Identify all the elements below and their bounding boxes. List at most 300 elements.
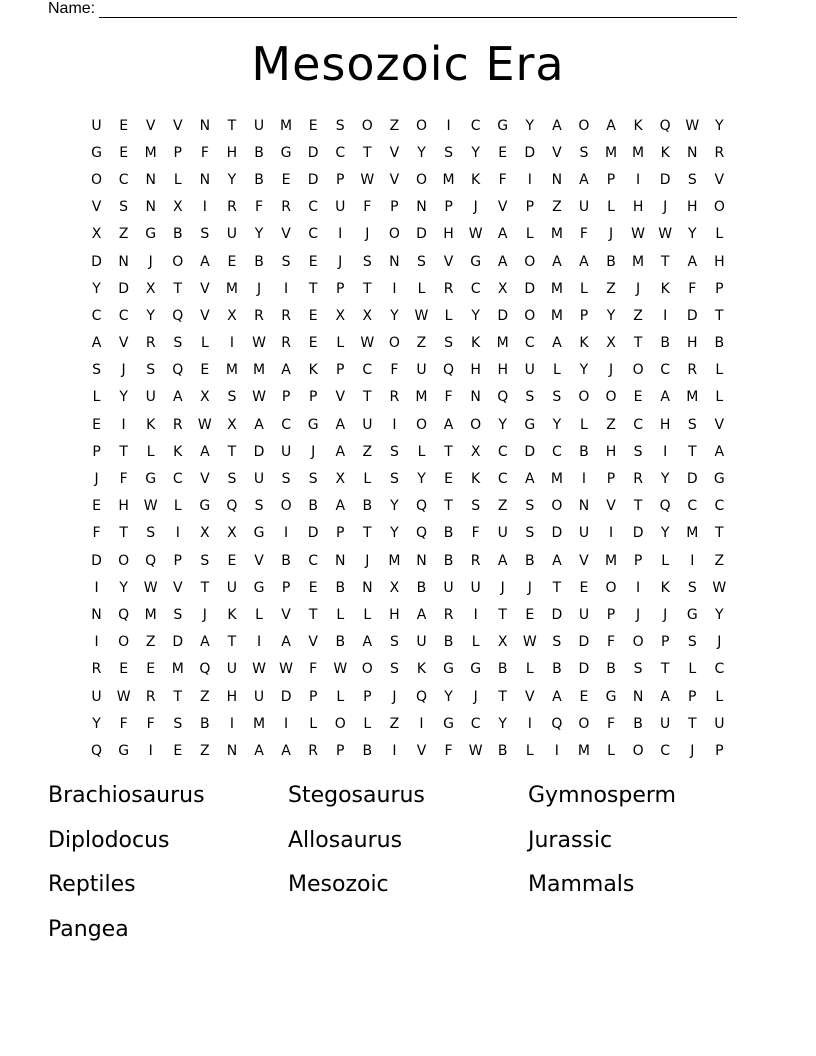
grid-cell: F [606, 634, 616, 651]
grid-cell: B [524, 552, 535, 569]
grid-cell: W [197, 416, 212, 433]
grid-cell: G [253, 525, 265, 542]
grid-cell: T [715, 525, 724, 542]
grid-cell: O [578, 389, 590, 406]
grid-cell: J [500, 579, 505, 596]
grid-cell: Y [525, 117, 535, 134]
word-list-item: Mammals [528, 872, 635, 897]
grid-cell: O [524, 307, 536, 324]
grid-cell: G [118, 742, 130, 759]
grid-cell: I [121, 416, 126, 433]
grid-cell: I [284, 280, 289, 297]
grid-cell: K [633, 117, 643, 134]
grid-cell: Y [227, 171, 237, 188]
grid-cell: O [361, 117, 373, 134]
grid-row [83, 547, 733, 574]
grid-cell: G [686, 606, 698, 623]
grid-cell: D [307, 525, 319, 542]
grid-cell: Y [660, 525, 670, 542]
grid-cell: E [227, 253, 237, 270]
grid-cell: E [119, 117, 129, 134]
grid-cell: F [92, 525, 101, 542]
grid-row [83, 357, 733, 384]
grid-cell: M [225, 362, 238, 379]
grid-cell: X [362, 307, 373, 324]
grid-cell: C [497, 443, 508, 460]
grid-cell: P [660, 634, 670, 651]
grid-cell: J [148, 253, 153, 270]
grid-cell: P [92, 443, 101, 460]
grid-cell: N [470, 389, 481, 406]
grid-row [83, 221, 733, 248]
grid-cell: B [281, 552, 291, 569]
grid-cell: K [660, 579, 670, 596]
grid-cell: S [525, 498, 535, 515]
grid-cell: L [661, 552, 670, 569]
grid-cell: S [687, 416, 697, 433]
grid-cell: U [91, 688, 102, 705]
grid-row [83, 574, 733, 601]
grid-cell: P [308, 389, 318, 406]
grid-cell: L [336, 688, 345, 705]
grid-cell: A [416, 606, 427, 623]
grid-cell: G [253, 579, 265, 596]
grid-cell: S [552, 634, 562, 651]
grid-cell: K [471, 171, 481, 188]
grid-cell: I [175, 525, 180, 542]
word-list-item: Jurassic [528, 827, 613, 853]
grid-cell: M [550, 280, 563, 297]
grid-cell: L [200, 335, 209, 352]
grid-cell: F [444, 742, 453, 759]
grid-cell: U [253, 117, 265, 134]
grid-cell: F [444, 389, 453, 406]
grid-cell: Z [416, 335, 427, 352]
grid-cell: P [390, 199, 399, 216]
grid-cell: H [389, 606, 400, 623]
grid-cell: N [145, 199, 156, 216]
grid-cell: L [715, 362, 724, 379]
grid-cell: W [279, 661, 293, 678]
grid-cell: I [636, 579, 641, 596]
grid-cell: E [308, 335, 318, 352]
grid-cell: S [687, 634, 697, 651]
grid-cell: Q [443, 362, 455, 379]
grid-cell: F [119, 715, 128, 732]
grid-cell: U [226, 579, 238, 596]
grid-cell: R [145, 688, 156, 705]
grid-cell: Y [471, 144, 480, 161]
grid-cell: S [389, 443, 399, 460]
grid-cell: H [686, 335, 698, 352]
grid-cell: F [390, 362, 399, 379]
grid-cell: N [389, 253, 400, 270]
grid-cell: I [229, 335, 234, 352]
grid-cell: D [524, 280, 536, 297]
grid-cell: O [605, 389, 617, 406]
name-field [48, 0, 737, 18]
grid-cell: S [281, 471, 291, 488]
grid-cell: I [419, 715, 424, 732]
grid-cell: O [632, 362, 644, 379]
grid-cell: Q [145, 552, 157, 569]
grid-cell: X [470, 443, 481, 460]
grid-cell: I [690, 552, 695, 569]
grid-cell: Y [471, 307, 480, 324]
grid-cell: V [606, 498, 616, 515]
grid-cell: S [579, 144, 589, 161]
grid-cell: O [713, 199, 725, 216]
grid-cell: L [715, 688, 724, 705]
word-list-item: Stegosaurus [288, 783, 425, 808]
grid-cell: L [173, 498, 182, 515]
grid-cell: C [118, 171, 129, 188]
grid-cell: I [202, 199, 207, 216]
grid-cell: P [363, 688, 372, 705]
grid-cell: D [91, 253, 102, 270]
grid-cell: X [389, 579, 400, 596]
grid-cell: S [633, 443, 643, 460]
grid-cell: S [389, 634, 399, 651]
grid-cell: B [443, 525, 454, 542]
grid-cell: M [686, 389, 699, 406]
grid-cell: B [660, 335, 670, 352]
grid-cell: A [362, 634, 373, 651]
grid-cell: U [416, 634, 427, 651]
grid-cell: S [200, 552, 210, 569]
grid-cell: Y [417, 471, 426, 488]
grid-cell: X [497, 634, 508, 651]
grid-cell: D [416, 226, 427, 243]
grid-cell: C [524, 335, 535, 352]
grid-cell: F [363, 199, 372, 216]
grid-cell: S [471, 498, 481, 515]
grid-cell: R [281, 307, 291, 324]
grid-cell: A [552, 688, 562, 705]
grid-cell: I [473, 606, 478, 623]
grid-cell: W [252, 661, 266, 678]
grid-cell: N [91, 606, 102, 623]
grid-cell: C [470, 715, 481, 732]
grid-row [83, 194, 733, 221]
grid-cell: O [361, 661, 373, 678]
word-list-item: Diplodocus [48, 827, 170, 853]
grid-cell: P [281, 389, 291, 406]
grid-cell: J [473, 199, 478, 216]
grid-cell: L [336, 335, 345, 352]
grid-cell: T [633, 335, 643, 352]
grid-cell: O [415, 117, 427, 134]
grid-cell: D [91, 552, 102, 569]
grid-cell: B [254, 253, 264, 270]
grid-cell: J [527, 579, 532, 596]
grid-cell: P [336, 280, 345, 297]
grid-cell: F [471, 525, 480, 542]
grid-cell: X [200, 525, 210, 542]
grid-cell: B [497, 661, 508, 678]
grid-cell: U [660, 715, 671, 732]
grid-cell: R [308, 742, 319, 759]
grid-cell: M [252, 362, 266, 379]
grid-cell: T [227, 443, 237, 460]
grid-cell: K [416, 661, 427, 678]
grid-cell: R [254, 307, 264, 324]
grid-cell: I [148, 742, 153, 759]
grid-cell: M [496, 335, 509, 352]
grid-cell: K [173, 443, 183, 460]
grid-cell: T [633, 498, 643, 515]
grid-cell: S [173, 715, 183, 732]
grid-cell: U [470, 579, 481, 596]
grid-cell: B [172, 226, 183, 243]
grid-cell: Q [172, 307, 184, 324]
grid-row [83, 438, 733, 465]
grid-cell: U [497, 525, 508, 542]
grid-cell: V [145, 117, 156, 134]
grid-cell: P [336, 525, 345, 542]
grid-cell: M [415, 389, 428, 406]
grid-cell: C [362, 362, 373, 379]
grid-row [83, 601, 733, 628]
grid-cell: Q [551, 715, 563, 732]
grid-row [83, 330, 733, 357]
grid-cell: L [363, 715, 372, 732]
grid-cell: M [252, 715, 266, 732]
grid-row [83, 520, 733, 547]
grid-cell: K [308, 362, 318, 379]
grid-cell: T [498, 688, 507, 705]
grid-cell: Z [633, 307, 643, 324]
grid-cell: D [524, 443, 536, 460]
grid-cell: S [633, 661, 643, 678]
grid-cell: Y [119, 389, 128, 406]
grid-row [83, 629, 733, 656]
grid-cell: U [578, 606, 590, 623]
grid-cell: I [338, 226, 343, 243]
grid-cell: F [119, 471, 128, 488]
grid-cell: O [470, 416, 482, 433]
grid-cell: V [308, 634, 318, 651]
grid-cell: I [256, 634, 262, 651]
grid-cell: V [172, 117, 183, 134]
grid-cell: C [714, 661, 725, 678]
grid-cell: C [660, 362, 671, 379]
grid-cell: P [525, 199, 535, 216]
grid-cell: O [524, 253, 536, 270]
grid-cell: C [308, 226, 319, 243]
grid-cell: I [284, 525, 289, 542]
grid-cell: R [714, 144, 725, 161]
grid-cell: S [687, 171, 697, 188]
grid-cell: I [581, 471, 587, 488]
grid-cell: W [658, 226, 673, 243]
grid-cell: W [116, 688, 131, 705]
grid-cell: O [578, 117, 590, 134]
grid-cell: T [444, 498, 453, 515]
grid-cell: R [281, 199, 291, 216]
grid-cell: S [281, 253, 291, 270]
grid-cell: B [362, 498, 373, 515]
grid-cell: K [660, 280, 670, 297]
grid-cell: E [308, 253, 318, 270]
grid-cell: O [388, 335, 400, 352]
grid-cell: M [604, 552, 618, 569]
grid-cell: M [442, 171, 455, 188]
grid-cell: I [94, 579, 99, 596]
grid-row [83, 112, 733, 139]
grid-cell: Z [200, 688, 210, 705]
grid-cell: B [714, 335, 725, 352]
grid-cell: T [660, 253, 670, 270]
grid-cell: O [551, 498, 563, 515]
grid-cell: E [119, 661, 129, 678]
grid-row [83, 683, 733, 710]
grid-cell: G [443, 661, 454, 678]
grid-cell: E [173, 742, 183, 759]
grid-cell: F [498, 171, 507, 188]
grid-cell: L [173, 171, 182, 188]
grid-cell: K [471, 335, 481, 352]
grid-cell: C [91, 307, 102, 324]
grid-cell: B [606, 253, 616, 270]
grid-cell: S [119, 199, 129, 216]
grid-cell: K [660, 144, 670, 161]
grid-cell: L [255, 606, 263, 623]
grid-cell: F [200, 144, 209, 161]
grid-cell: F [254, 199, 264, 216]
grid-cell: W [143, 579, 158, 596]
grid-cell: A [552, 552, 562, 569]
grid-cell: R [227, 199, 237, 216]
grid-cell: S [362, 253, 372, 270]
grid-cell: J [690, 742, 695, 759]
grid-cell: V [200, 471, 210, 488]
grid-cell: C [470, 280, 481, 297]
grid-cell: U [253, 471, 265, 488]
grid-cell: A [497, 552, 508, 569]
grid-cell: Z [714, 552, 725, 569]
grid-cell: O [578, 715, 590, 732]
grid-cell: V [200, 307, 210, 324]
grid-cell: F [688, 280, 697, 297]
grid-cell: B [443, 634, 454, 651]
grid-cell: Z [118, 226, 129, 243]
grid-cell: X [606, 335, 616, 352]
grid-cell: X [145, 280, 156, 297]
grid-cell: A [660, 389, 670, 406]
grid-cell: A [91, 335, 102, 352]
grid-cell: N [145, 171, 156, 188]
grid-cell: Z [497, 498, 508, 515]
grid-cell: D [524, 144, 536, 161]
grid-cell: H [226, 688, 238, 705]
grid-cell: N [199, 117, 211, 134]
grid-cell: L [580, 280, 588, 297]
grid-cell: X [200, 389, 210, 406]
grid-cell: H [686, 199, 698, 216]
grid-cell: C [633, 416, 643, 433]
grid-cell: Y [146, 307, 155, 324]
grid-cell: Y [660, 471, 670, 488]
grid-cell: U [524, 362, 535, 379]
grid-cell: U [226, 661, 238, 678]
grid-cell: M [632, 253, 645, 270]
grid-cell: Y [390, 498, 399, 515]
grid-cell: C [660, 742, 671, 759]
grid-cell: O [605, 579, 617, 596]
grid-cell: P [688, 688, 697, 705]
grid-cell: J [636, 606, 641, 623]
grid-cell: M [171, 661, 184, 678]
grid-cell: V [552, 144, 562, 161]
grid-cell: H [470, 362, 481, 379]
grid-cell: L [363, 606, 372, 623]
grid-cell: M [686, 525, 699, 542]
grid-cell: E [146, 661, 156, 678]
grid-cell: D [578, 634, 590, 651]
grid-cell: L [715, 226, 724, 243]
grid-cell: V [172, 579, 183, 596]
grid-cell: L [525, 742, 534, 759]
grid-cell: U [578, 199, 590, 216]
grid-cell: M [550, 471, 563, 488]
grid-cell: R [172, 416, 183, 433]
grid-cell: D [253, 443, 265, 460]
grid-cell: P [715, 280, 724, 297]
grid-cell: J [663, 199, 668, 216]
grid-cell: H [714, 253, 725, 270]
grid-cell: G [470, 253, 482, 270]
grid-cell: S [687, 579, 697, 596]
grid-cell: V [281, 606, 291, 623]
grid-row [83, 656, 733, 683]
grid-cell: Z [606, 280, 616, 297]
grid-cell: M [144, 144, 157, 161]
grid-cell: M [550, 226, 563, 243]
grid-cell: P [606, 471, 616, 488]
grid-cell: Y [498, 715, 507, 732]
grid-cell: N [335, 552, 346, 569]
grid-cell: D [307, 171, 319, 188]
grid-cell: G [307, 416, 319, 433]
grid-cell: L [580, 416, 588, 433]
grid-cell: C [687, 498, 698, 515]
grid-cell: J [392, 688, 397, 705]
grid-cell: L [715, 389, 724, 406]
grid-row [83, 737, 733, 764]
grid-cell: J [636, 280, 641, 297]
grid-cell: G [145, 471, 157, 488]
grid-cell: A [579, 253, 589, 270]
grid-cell: G [470, 661, 482, 678]
grid-cell: Y [687, 226, 697, 243]
grid-cell: T [444, 443, 453, 460]
grid-cell: N [226, 742, 238, 759]
grid-cell: C [308, 552, 319, 569]
grid-cell: E [119, 144, 129, 161]
grid-row [83, 465, 733, 492]
grid-cell: C [118, 307, 129, 324]
grid-cell: R [687, 362, 698, 379]
grid-cell: F [579, 226, 588, 243]
grid-cell: A [714, 443, 725, 460]
grid-cell: T [498, 606, 507, 623]
grid-cell: T [173, 280, 183, 297]
grid-cell: B [579, 443, 589, 460]
grid-cell: H [443, 226, 454, 243]
grid-row [83, 493, 733, 520]
grid-cell: L [146, 443, 155, 460]
